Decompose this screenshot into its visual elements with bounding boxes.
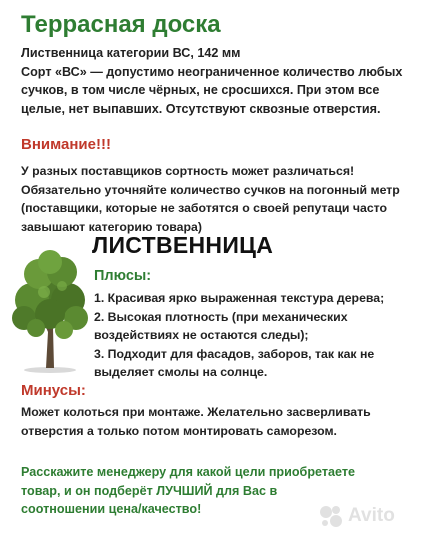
cta-line: Расскажите менеджеру для какой цели приобретаете bbox=[21, 465, 356, 479]
warning-line: завышают категорию товара) bbox=[21, 219, 202, 234]
avito-logo-icon bbox=[318, 503, 344, 529]
pros-line: 1. Красивая ярко выраженная текстура дерева; bbox=[94, 291, 385, 305]
warning-line: Обязательно уточняйте количество сучков на погонный метр bbox=[21, 182, 400, 197]
intro-line: целые, нет выпавших. Отсутствуют сквозные отверстия. bbox=[21, 101, 381, 116]
tree-icon bbox=[6, 248, 94, 374]
intro-line: Сорт «ВС» — допустимо неограниченное количество любых bbox=[21, 64, 403, 79]
intro-line: Лиственница категории ВС, 142 мм bbox=[21, 46, 241, 60]
cons-text bbox=[21, 403, 421, 440]
pros-line: 3. Подходит для фасадов, заборов, так как не bbox=[94, 346, 375, 361]
pros-line: воздействиях не остаются следы); bbox=[94, 328, 309, 342]
warning-heading: Внимание!!! bbox=[21, 136, 111, 153]
cons-heading: Минусы: bbox=[21, 382, 86, 399]
warning-line: У разных поставщиков сортность может различаться! bbox=[21, 164, 355, 178]
cta-line: товар, и он подберёт ЛУЧШИЙ для Вас в bbox=[21, 483, 278, 498]
cons-line: отверстия а только потом монтировать саморезом. bbox=[21, 423, 337, 438]
watermark-text: Avito bbox=[348, 505, 395, 526]
cons-line: Может колоться при монтаже. Желательно засверливать bbox=[21, 405, 371, 419]
cta-line: соотношении цена/качество! bbox=[21, 502, 202, 516]
species-heading: ЛИСТВЕННИЦА bbox=[92, 232, 274, 258]
pros-line: выделяет смолы на солнце. bbox=[94, 365, 268, 379]
warning-text bbox=[21, 162, 421, 236]
intro-text bbox=[21, 44, 421, 118]
pros-line: 2. Высокая плотность (при механических bbox=[94, 309, 348, 324]
pros-list bbox=[94, 289, 424, 382]
intro-line: сучков, в том числе чёрных, не сросшихся. При этом все bbox=[21, 83, 380, 97]
avito-watermark bbox=[318, 503, 418, 529]
pros-heading: Плюсы: bbox=[94, 268, 152, 284]
page-title: Террасная доска bbox=[21, 11, 221, 38]
warning-line: (поставщики, которые не заботятся о своей репутаци часто bbox=[21, 201, 388, 215]
